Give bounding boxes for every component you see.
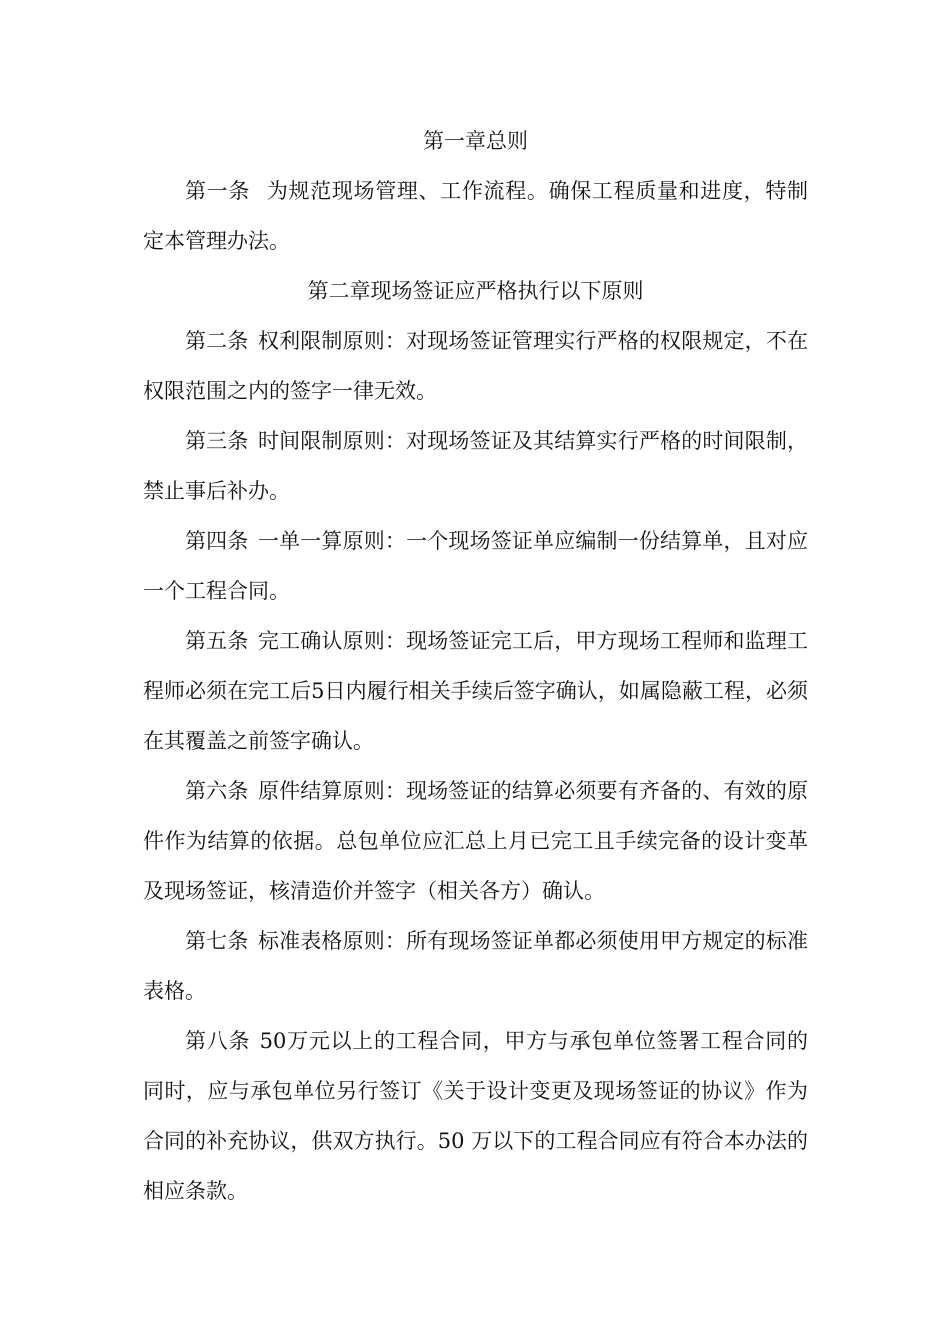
article-6-number: 第六条 xyxy=(185,779,249,803)
article-6 xyxy=(143,766,808,916)
article-2 xyxy=(143,316,808,416)
article-6-text: 原件结算原则：现场签证的结算必须要有齐备的、有效的原件作为结算的依据。总包单位应汇总上月已完工且手续完备的设计变革及现场签证，核清造价并签字（相关各方）确认。 xyxy=(143,779,809,903)
chapter-1-title: 第一章总则 xyxy=(423,129,528,153)
article-1-number: 第一条 xyxy=(185,179,251,203)
article-5 xyxy=(143,616,808,766)
article-1 xyxy=(143,166,808,266)
article-8 xyxy=(143,1016,808,1216)
article-8-text: 50万元以上的工程合同，甲方与承包单位签署工程合同的同时，应与承包单位另行签订《关于设计变更及现场签证的协议》作为合同的补充协议，供双方执行。50 万以下的工程合同应有符合本办法的相应条款。 xyxy=(143,1029,808,1203)
article-7 xyxy=(143,916,808,1016)
document-page xyxy=(143,116,808,1216)
article-5-text: 完工确认原则：现场签证完工后，甲方现场工程师和监理工程师必须在完工后5日内履行相关手续后签字确认，如属隐蔽工程，必须在其覆盖之前签字确认。 xyxy=(143,629,809,753)
article-8-number: 第八条 xyxy=(185,1029,251,1053)
article-3 xyxy=(143,416,808,516)
article-2-text: 权利限制原则：对现场签证管理实行严格的权限规定，不在权限范围之内的签字一律无效。 xyxy=(143,329,809,403)
article-4-number: 第四条 xyxy=(185,529,249,553)
article-3-text: 时间限制原则：对现场签证及其结算实行严格的时间限制，禁止事后补办。 xyxy=(143,429,809,503)
article-3-number: 第三条 xyxy=(185,429,249,453)
article-2-number: 第二条 xyxy=(185,329,249,353)
article-1-text: 为规范现场管理、工作流程。确保工程质量和进度，特制定本管理办法。 xyxy=(143,179,808,253)
article-7-number: 第七条 xyxy=(185,929,249,953)
chapter-2-title: 第二章现场签证应严格执行以下原则 xyxy=(307,279,644,303)
article-4 xyxy=(143,516,808,616)
article-5-number: 第五条 xyxy=(185,629,249,653)
article-4-text: 一单一算原则：一个现场签证单应编制一份结算单，且对应一个工程合同。 xyxy=(143,529,809,603)
article-7-text: 标准表格原则：所有现场签证单都必须使用甲方规定的标准表格。 xyxy=(143,929,809,1003)
